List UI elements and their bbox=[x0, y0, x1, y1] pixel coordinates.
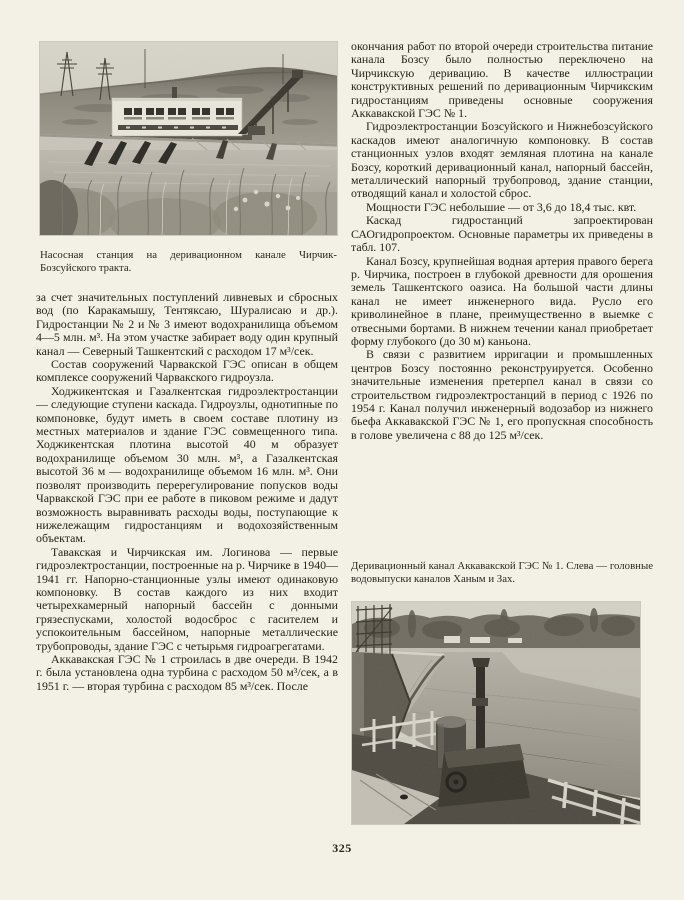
paragraph: Ходжикентская и Газалкентская гидроэлектростанции — следующие ступени каскада. Гидроузлы, однотипные по компоновке, будут иметь в своем составе плотину из местных материалов и здание ГЭС совмещенного типа. Ходжикентская плотина высотой 40 м образует водохранилище объемом 30 млн. м³, а Газалкентская высотой 36 м — водохранилище объемом 16 млн. м³. Они позволят производить перерегулирование попусков воды Чарвакской ГЭС при ее работе в пиковом режиме и дадут возможность выравнивать расходы воды, поступающие к нижележащим гидростанциям и водохозяйственным объектам. bbox=[36, 383, 338, 546]
page-number: 325 bbox=[332, 841, 352, 855]
paragraph: Состав сооружений Чарвакской ГЭС описан в общем комплексе сооружений Чарвакского гидроузла. bbox=[36, 357, 338, 385]
paragraph: Аккавакская ГЭС № 1 строилась в две очереди. В 1942 г. была установлена одна турбина с расходом 50 м³/сек, а в 1951 г. — вторая турбина с расходом 85 м³/сек. После bbox=[36, 651, 338, 693]
paragraph: Канал Бозсу, крупнейшая водная артерия правого берега р. Чирчика, построен в глубокой древности для орошения земель Ташкентского оазиса. На большой части длины канал не имеет инженерного вида. Русло его криволинейное в плане, преимущественно в выемке с отвесными бортами. В нижнем течении канал приобретает форму глубокого (до 30 м) каньона. bbox=[351, 253, 653, 348]
photo-derivation-canal bbox=[352, 602, 640, 824]
paragraph: окончания работ по второй очереди строительства питание канала Бозсу было полностью переключено на Чирчикскую деривацию. В качестве иллюстрации конструктивных решений по деривационным Чирчикским гидростанциям приведены основные сооружения Аккавакской ГЭС № 1. bbox=[351, 39, 653, 121]
paragraph: Мощности ГЭС небольшие — от 3,6 до 18,4 тыс. квт. bbox=[366, 199, 637, 214]
photo-pumping-station bbox=[40, 42, 337, 235]
film-grain bbox=[352, 602, 640, 824]
paragraph: Каскад гидростанций запроектирован САОгидропроектом. Основные параметры их приведены в табл. 107. bbox=[351, 213, 653, 255]
paragraph: за счет значительных поступлений ливневых и сбросных вод (по Каракамышу, Тентяксаю, Шуралисаю и др.). Гидростанции № 2 и № 3 имеют водохранилища объемом 4—5 млн. м³. На этом участке забирает воду один крупный канал — Северный Ташкентский с расходом 17 м³/сек. bbox=[36, 290, 338, 358]
paragraph: Гидроэлектростанции Бозсуйского и Нижнебозсуйского каскадов имеют аналогичную компоновку. В состав станционных узлов входят земляная плотина на канале Бозсу, короткий деривационный канал, напорный бассейн, металлический напорный трубопровод, здание станции, отводящий канал и холостой сброс. bbox=[351, 119, 653, 201]
figure-caption-pumping-station: Насосная станция на деривационном канале Чирчик-Бозсуйского тракта. bbox=[40, 249, 337, 274]
figure-caption-derivation-canal: Деривационный канал Аккавакской ГЭС № 1. Слева — головные водовыпуски каналов Ханым и Зах. bbox=[351, 560, 653, 585]
paragraph: Тавакская и Чирчикская им. Логинова — первые гидроэлектростанции, построенные на р. Чирчике в 1940—1941 гг. Напорно-станционные узлы имеют одинаковую компоновку. В состав каждого из них входит четырехкамерный напорный бассейн с донными грязеспусками, холостой водосброс с гасителем и успокоительным бассейном, напорные металлические трубопроводы, здание ГЭС с четырьмя гидроагрегатами. bbox=[36, 544, 338, 653]
film-grain bbox=[40, 42, 337, 235]
right-column bbox=[351, 40, 653, 442]
figure-derivation-canal bbox=[352, 602, 640, 824]
figure-pumping-station bbox=[40, 42, 337, 235]
paragraph: В связи с развитием ирригации и промышленных центров Бозсу постоянно реконструируется. Особенно значительные изменения претерпел канал в связи со строительством гидроэлектростанций в период с 1926 по 1954 г. Канал получил инженерный водозабор из нижнего бьефа Аккавакской ГЭС № 1, его пропускная способность в голове увеличена с 88 до 125 м³/сек. bbox=[351, 347, 653, 442]
left-column bbox=[36, 291, 338, 693]
